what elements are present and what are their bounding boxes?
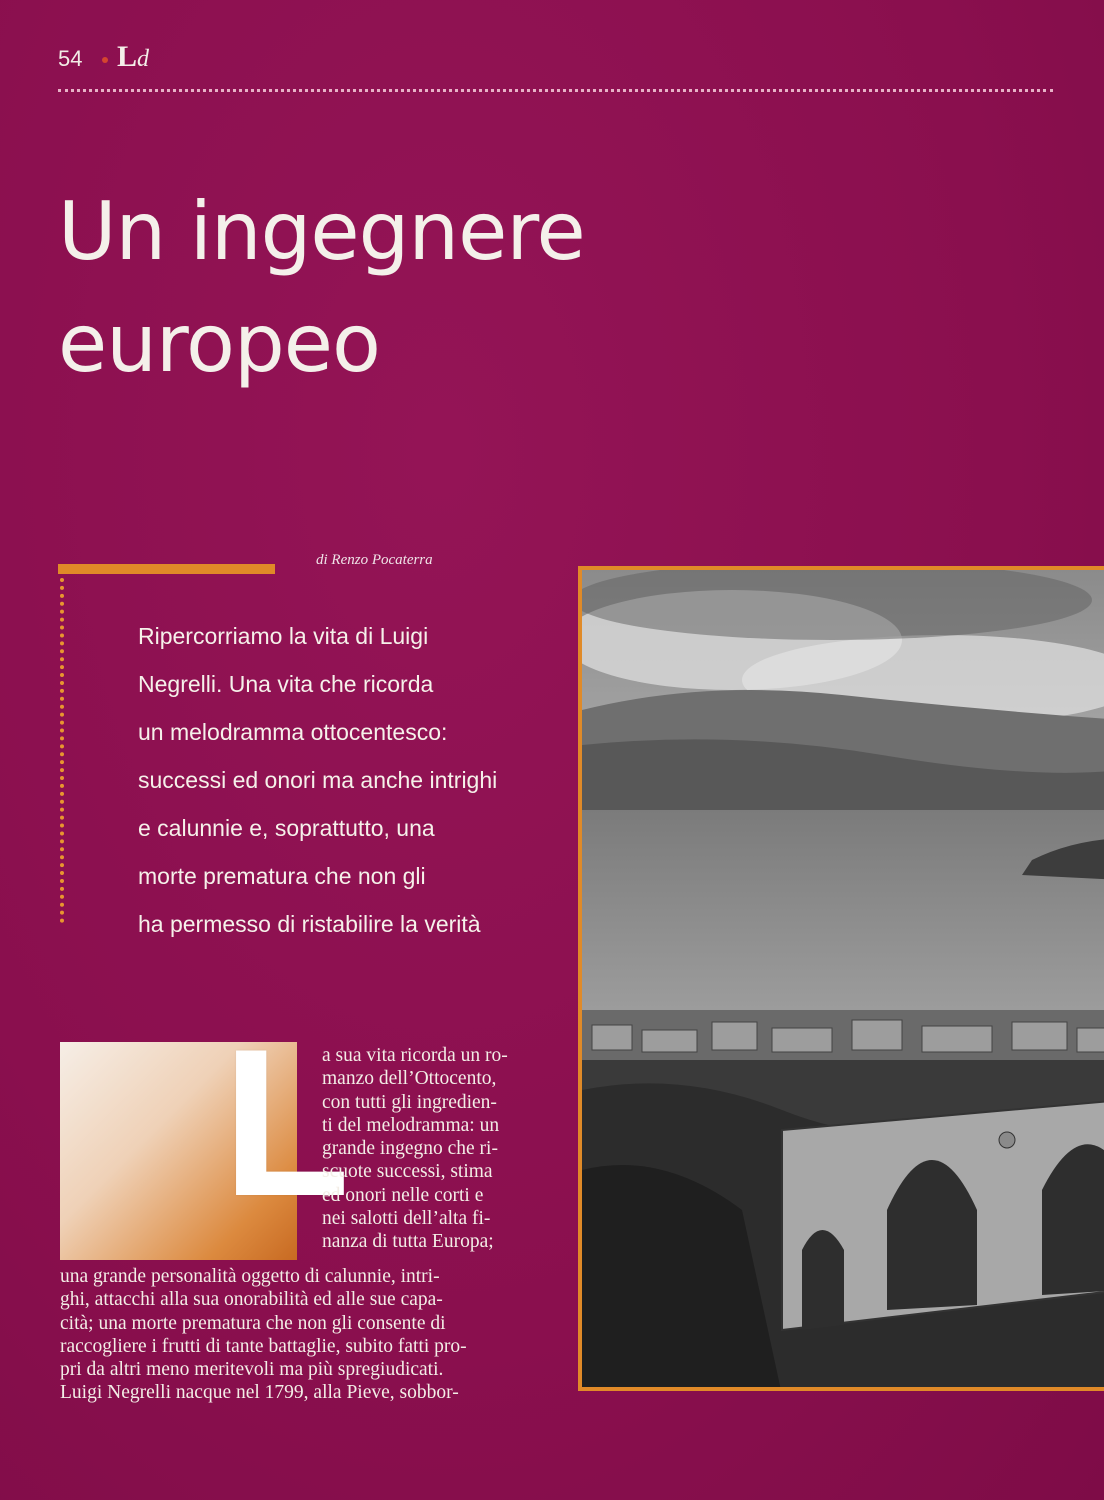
body-line: scuote successi, stima bbox=[322, 1161, 493, 1183]
body-line: una grande personalità oggetto di calunnie, intri- bbox=[60, 1266, 440, 1287]
body-column bbox=[322, 1044, 540, 1254]
body-line: ghi, attacchi alla sua onorabilità ed alle sue capa- bbox=[60, 1289, 443, 1311]
body-line: nanza di tutta Europa; bbox=[322, 1231, 494, 1253]
page-number: 54 bbox=[58, 46, 83, 71]
deck-line: un melodramma ottocentesco: bbox=[138, 719, 448, 745]
logo-main: L bbox=[117, 40, 138, 73]
body-line: ti del melodramma: un bbox=[322, 1114, 500, 1136]
drop-cap: L bbox=[222, 1005, 351, 1240]
deck-line: Ripercorriamo la vita di Luigi bbox=[138, 623, 429, 649]
deck-line: Negrelli. Una vita che ricorda bbox=[138, 671, 434, 697]
historic-photo-bridge-lake bbox=[578, 566, 1104, 1391]
accent-bar-dotted bbox=[60, 578, 64, 923]
byline: di Renzo Pocaterra bbox=[316, 552, 433, 568]
article-deck bbox=[138, 612, 538, 948]
photo-illustration bbox=[582, 570, 1104, 1391]
header-divider bbox=[58, 89, 1053, 92]
body-paragraph bbox=[60, 1265, 540, 1405]
body-line: Luigi Negrelli nacque nel 1799, alla Pieve, sobbor- bbox=[60, 1382, 459, 1404]
header-bullet bbox=[102, 57, 108, 63]
deck-line: ha permesso di ristabilire la verità bbox=[138, 911, 481, 937]
body-line: con tutti gli ingredien- bbox=[322, 1091, 497, 1113]
body-line: cità; una morte prematura che non gli consente di bbox=[60, 1312, 446, 1334]
deck-line: morte prematura che non gli bbox=[138, 863, 426, 889]
body-line: a sua vita ricorda un ro- bbox=[322, 1045, 508, 1066]
body-line: manzo dell’Ottocento, bbox=[322, 1068, 497, 1090]
title-line-2: europeo bbox=[58, 297, 380, 390]
body-line: pri da altri meno meritevoli ma più spregiudicati. bbox=[60, 1359, 444, 1381]
body-line: raccogliere i frutti di tante battaglie, subito fatti pro- bbox=[60, 1335, 467, 1357]
deck-line: successi ed onori ma anche intrighi bbox=[138, 767, 498, 793]
logo-sub: d bbox=[137, 46, 150, 72]
article-title bbox=[58, 176, 585, 400]
title-line-1: Un ingegnere bbox=[58, 185, 585, 278]
deck-line: e calunnie e, soprattutto, una bbox=[138, 815, 435, 841]
body-line: grande ingegno che ri- bbox=[322, 1138, 498, 1160]
accent-bar-horizontal bbox=[58, 564, 275, 574]
magazine-logo bbox=[117, 40, 149, 74]
body-line: nei salotti dell’alta fi- bbox=[322, 1208, 491, 1230]
body-line: ed onori nelle corti e bbox=[322, 1184, 484, 1206]
